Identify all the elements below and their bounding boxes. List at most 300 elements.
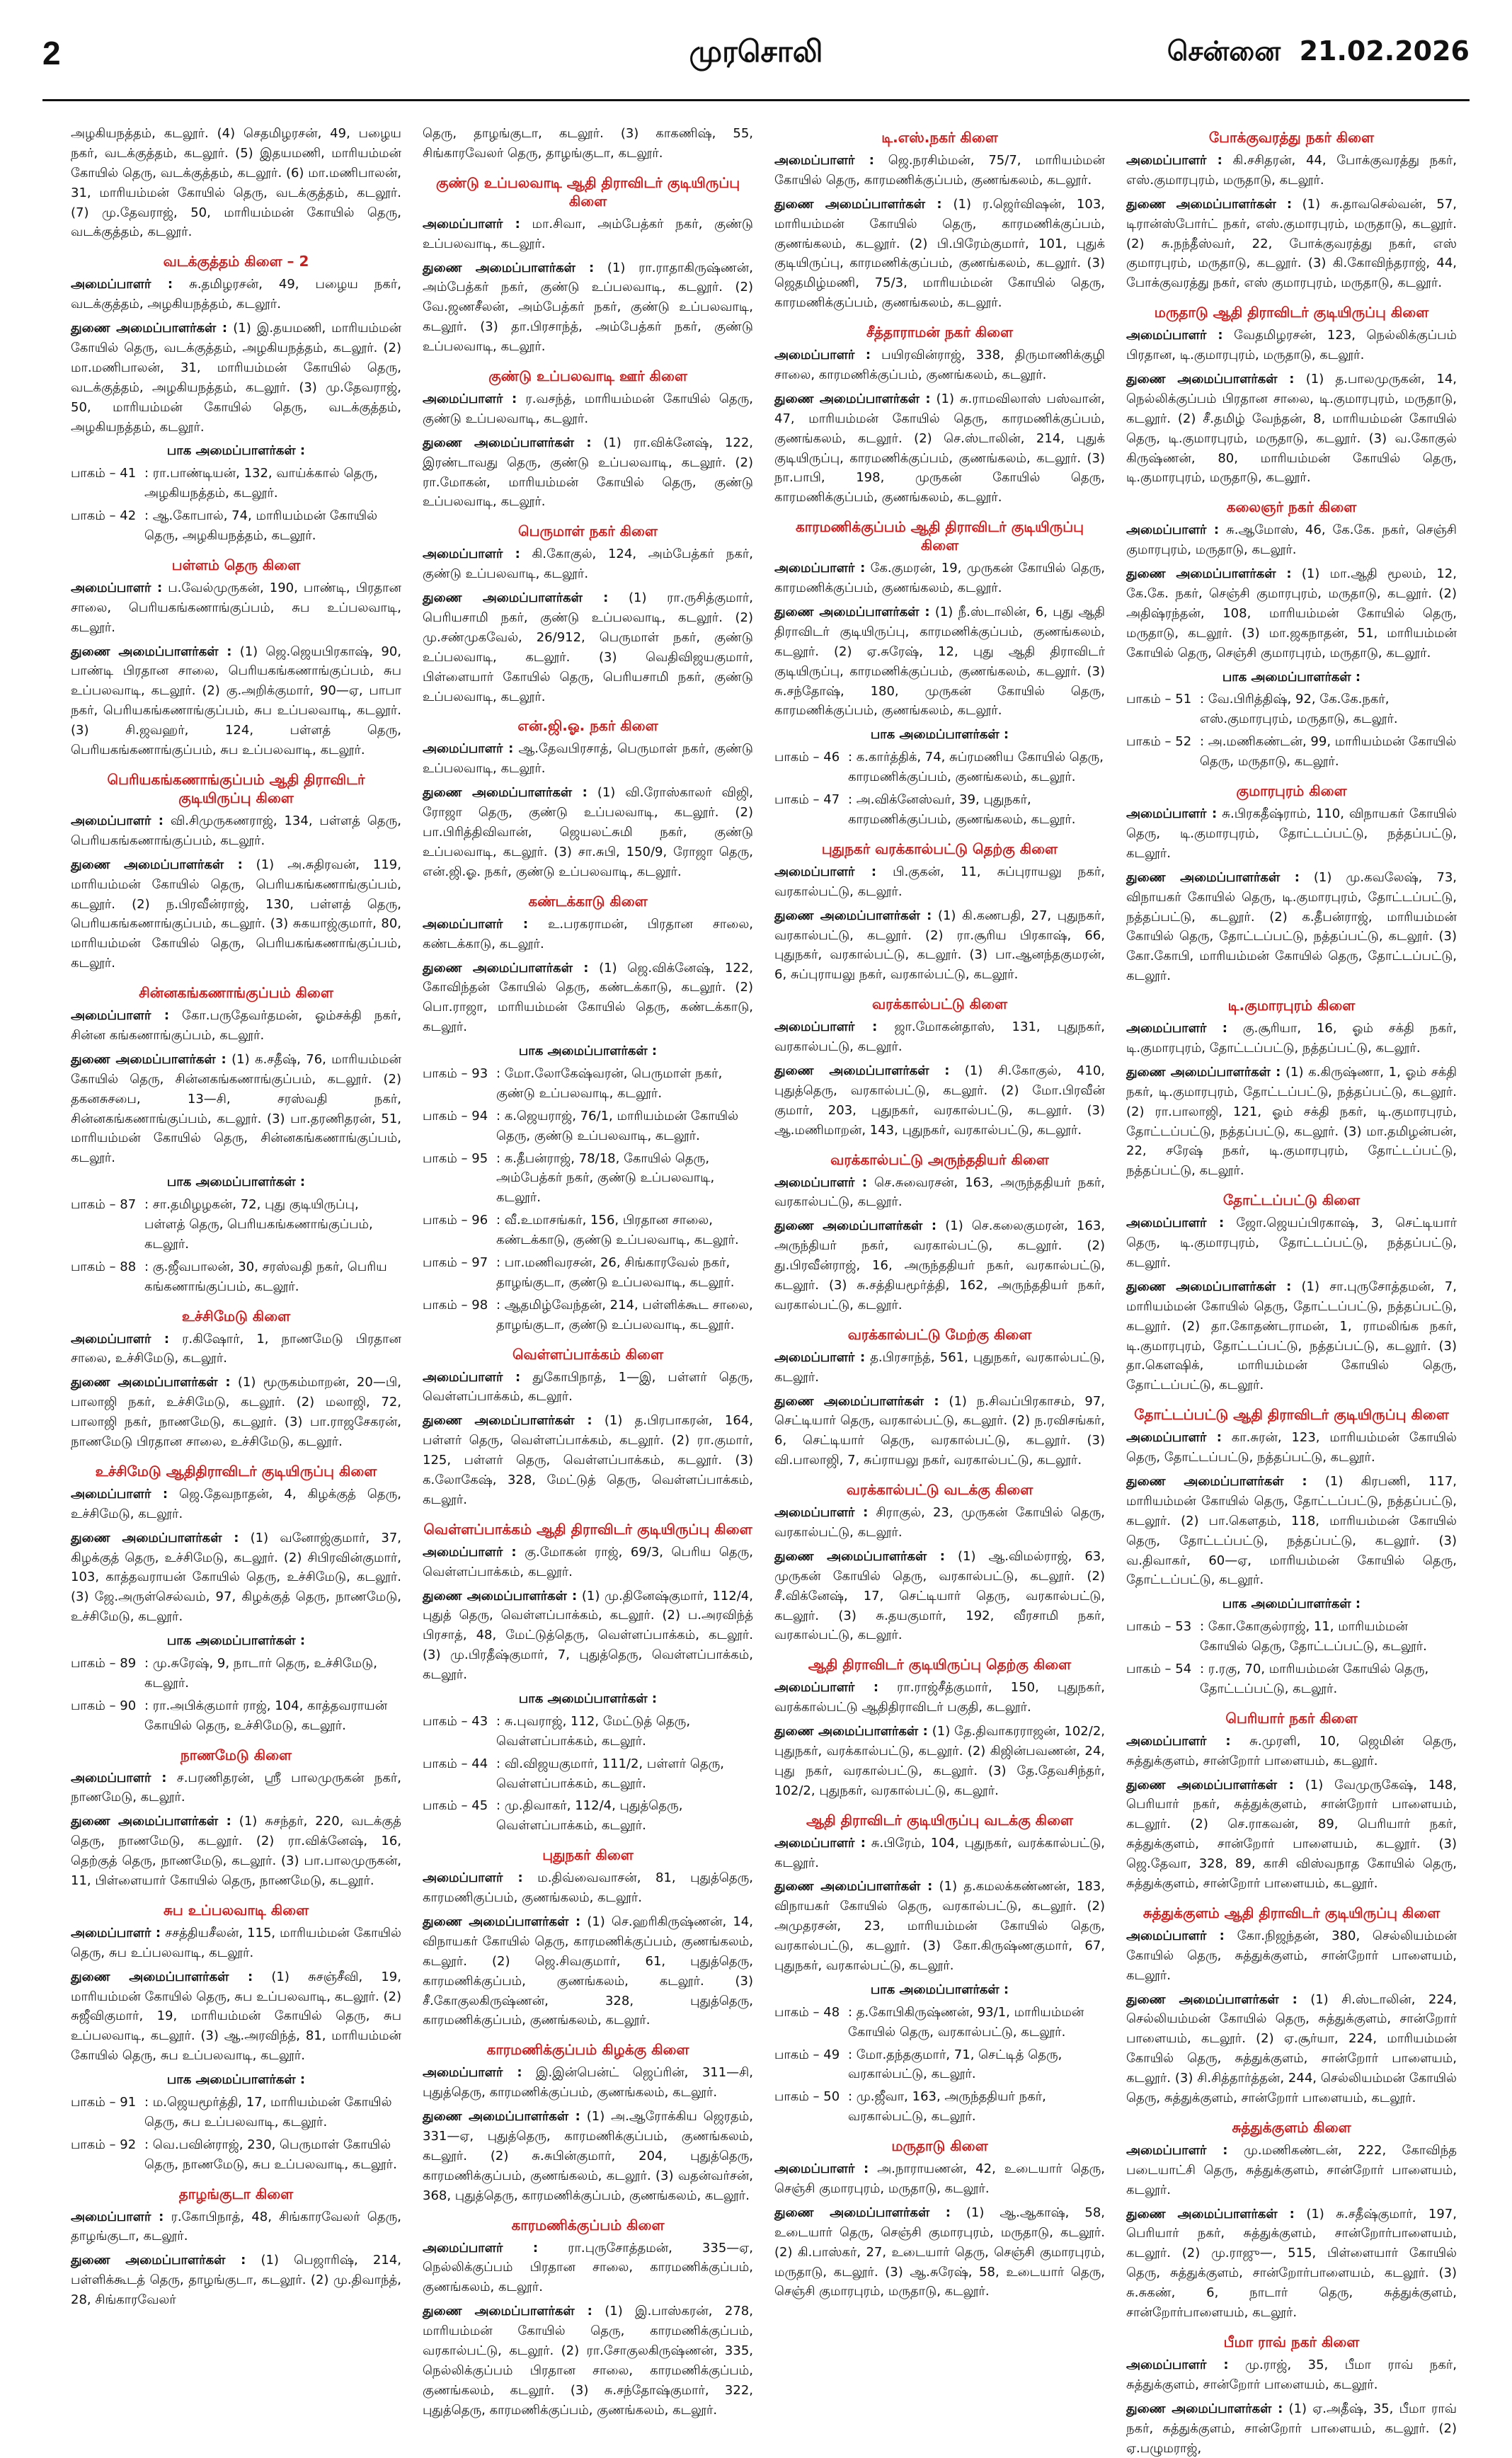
branch-heading: புதுநகர் கிளை — [542, 1846, 634, 1864]
newspaper-title: முரசொலி — [689, 34, 823, 69]
secretary-text: சு.பிரேம், 104, புதுநகர், வரக்கால்பட்டு, கடலூர். — [774, 1835, 1105, 1870]
branch-heading: தோட்டப்பட்டு கிளை — [1222, 1191, 1361, 1209]
secretary-text: ச.பரணிதரன், ஸ்ரீ பாலமுருகன் நகர், நாணமேடு, கடலூர். — [71, 1770, 401, 1805]
secretary-entry — [71, 1485, 401, 1524]
booth-row — [1126, 1659, 1457, 1699]
branch-heading: காரமணிக்குப்பம் கிளை — [511, 2216, 665, 2234]
secretary-entry — [774, 1348, 1105, 1388]
deputy-label: துணை அமைப்பாளர்கள் : — [1126, 869, 1300, 885]
branch-section — [1126, 498, 1457, 772]
deputy-label: துணை அமைப்பாளர்கள் : — [774, 1548, 945, 1564]
secretary-text: ரா.புருசோத்தமன், 335—ஏ, நெல்லிக்குப்பம் பிரதான சாலை, காரமணிக்குப்பம், குணங்கலம், கடலூர். — [423, 2240, 753, 2295]
secretary-text: கி.கோகுல், 124, அம்பேத்கர் நகர், குண்டு உப்பலவாடி, கடலூர். — [423, 547, 753, 582]
deputy-text: (1) சா.புருசோத்தமன், 7, மாரியம்மன் கோயில் தெரு, தோட்டப்பட்டு, நத்தப்பட்டு, கடலூர். (2) தா.கோதண்டராமன், 1, ராமலிங்க நகர், டி.குமாரபுரம், தோட்டப்பட்டு, நத்தப்பட்டு, கடலூர். (3) தா.கௌஷிக், மாரியம்மன் கோயில் தெரு, தோட்டப்பட்டு, கடலூர். — [1126, 1279, 1457, 1393]
deputy-label: துணை அமைப்பாளர்கள் : — [774, 1724, 928, 1739]
secretary-entry — [1126, 151, 1457, 190]
deputy-label: துணை அமைப்பாளர்கள் : — [423, 590, 609, 606]
secretary-label: அமைப்பாளர் : — [1126, 1021, 1227, 1036]
deputy-label: துணை அமைப்பாளர்கள் : — [774, 2205, 951, 2220]
deputy-text: (1) ஜெ.ஜெயபிரகாஷ், 90, பாண்டி பிரதான சாலை, பெரியகங்கணாங்குப்பம், சுப உப்பலவாடி, கடலூர். (2) கு.அறிக்குமார், 90—ஏ, பாபா நகர், பெரியகங்கணாங்குப்பம், சுப உப்பலவாடி, கடலூர். (3) சி.ஜவஹர், 124, பள்ளத் தெரு, பெரியகங்கணாங்குப்பம், சுப உப்பலவாடி, கடலூர். — [71, 644, 401, 758]
branch-heading: வடக்குத்தம் கிளை – 2 — [163, 253, 309, 270]
booth-row — [774, 2045, 1105, 2085]
branch-heading: ஆதி திராவிடர் குடியிருப்பு வடக்கு கிளை — [806, 1811, 1074, 1829]
booth-text: : ஆதமிழ்வேந்தன், 214, பள்ளிக்கூட சாலை, தாழங்குடா, குண்டு உப்பலவாடி, கடலூர். — [496, 1297, 753, 1332]
branch-heading: சுத்துக்குளம் ஆதி திராவிடர் குடியிருப்பு கிளை — [1142, 1904, 1441, 1921]
deputy-entry — [71, 1967, 401, 2066]
deputy-text: (1) வேமுருகேஷ், 148, பெரியார் நகர், சுத்துக்குளம், சான்றோர் பாளையம், கடலூர். (2) செ.ராகவன், 89, பெரியார் நகர், சுத்துக்குளம், சான்றோர் பாளையம், கடலூர். (3) ஜெ.தேவா, 328, 89, காசி விஸ்வநாத கோயில் தெரு, சுத்துக்குளம், சான்றோர் பாளையம், கடலூர். — [1126, 1777, 1457, 1892]
deputy-text: (1) ஜெ.விக்னேஷ், 122, கோவிந்தன் கோயில் தெரு, கண்டக்காடு, கடலூர். (2) பொ.ராஜா, மாரியம்மன் கோயில் தெரு, கண்டக்காடு, கடலூர். — [423, 960, 753, 1035]
booth-text: : வி.விஜயகுமார், 111/2, பள்ளர் தெரு, வெள்ளப்பாக்கம், கடலூர். — [496, 1756, 724, 1791]
booth-text: : ஆ.கோபால், 74, மாரியம்மன் கோயில் தெரு, அழகியநத்தம், கடலூர். — [144, 508, 378, 544]
booth-title: பாக அமைப்பாளர்கள் : — [166, 443, 306, 459]
deputy-entry — [774, 389, 1105, 508]
secretary-text: ர.வசந்த், மாரியம்மன் கோயில் தெரு, குண்டு உப்பலவாடி, கடலூர். — [423, 391, 753, 426]
booth-title: பாக அமைப்பாளர்கள் : — [1222, 1596, 1361, 1612]
secretary-entry — [1126, 1428, 1457, 1468]
deputy-entry — [423, 2302, 753, 2420]
deputy-entry — [423, 588, 753, 707]
booth-text: : பா.மணிவரசன், 26, சிங்காரவேல் நகர், தாழங்குடா, குண்டு உப்பலவாடி, கடலூர். — [496, 1254, 735, 1290]
deputy-label: துணை அமைப்பாளர்கள் : — [71, 1814, 231, 1829]
secretary-entry — [1126, 326, 1457, 365]
booth-text: : மோ.தந்தகுமார், 71, செட்டித் தெரு, வரகால்பட்டு, கடலூர். — [848, 2047, 1063, 2082]
branch-heading: புதுநகர் வரக்கால்பட்டு தெற்கு கிளை — [821, 840, 1058, 857]
deputy-entry — [71, 319, 401, 437]
secretary-text: ஜா.மோகன்தாஸ், 131, புதுநகர், வரகால்பட்டு, கடலூர். — [774, 1019, 1105, 1055]
booth-text: : கோ.கோகுல்ராஜ், 11, மாரியம்மன் கோயில் தெரு, தோட்டப்பட்டு, கடலூர். — [1200, 1619, 1427, 1654]
booth-title: பாக அமைப்பாளர்கள் : — [166, 1633, 306, 1649]
booth-row — [774, 2003, 1105, 2042]
secretary-label: அமைப்பாளர் : — [774, 348, 871, 363]
branch-section — [1126, 128, 1457, 293]
secretary-label: அமைப்பாளர் : — [1126, 1216, 1225, 1231]
booth-row — [71, 1654, 401, 1693]
branch-section — [71, 252, 401, 546]
deputy-text: (1) சி.ஸ்டாலின், 224, செல்லியம்மன் கோயில் தெரு, சுத்துக்குளம், சான்றோர் பாளையம், கடலூர். (2) ஏ.சூர்யா, 224, மாரியம்மன் கோயில் தெரு, சுத்துக்குளம், சான்றோர் பாளையம், கடலூர். (3) சி.சித்தார்த்தன், 244, செல்லியம்மன் கோயில் தெரு, சுத்துக்குளம், சான்றோர் பாளையம், கடலூர். — [1126, 1991, 1457, 2106]
deputy-label: துணை அமைப்பாளர்கள் : — [774, 1393, 939, 1409]
branch-section — [71, 124, 401, 242]
deputy-entry — [1126, 868, 1457, 986]
branch-section — [774, 2137, 1105, 2302]
branch-heading: கண்டக்காடு கிளை — [528, 892, 648, 910]
branch-section — [1126, 996, 1457, 1181]
secretary-label: அமைப்பாளர் : — [774, 864, 877, 879]
branch-heading: ஆதி திராவிடர் குடியிருப்பு தெற்கு கிளை — [808, 1656, 1072, 1674]
branch-heading: சுத்துக்குளம் கிளை — [1232, 2118, 1351, 2136]
booth-row — [423, 1149, 753, 1208]
deputy-label: துணை அமைப்பாளர்கள் : — [71, 1051, 227, 1067]
deputy-entry — [774, 602, 1105, 721]
deputy-text: (1) செ.கலைகுமரன், 163, அருந்தியர் நகர், வரகால்பட்டு, கடலூர். (2) து.பிரவீன்ராஜ், 16, அருந்ததியர் நகர், வரகால்பட்டு, கடலூர். (3) சு.சத்தியமூர்த்தி, 162, அருந்ததியர் நகர், வரகால்பட்டு, கடலூர். — [774, 1218, 1105, 1313]
secretary-text: பி.குகன், 11, சுப்புராயலு நகர், வரகால்பட்டு, கடலூர். — [774, 864, 1105, 899]
secretary-text: சு.பிரகதீஷ்ராம், 110, விநாயகர் கோயில் தெரு, டி.குமாரபுரம், தோட்டப்பட்டு, நத்தப்பட்டு, கடலூர். — [1126, 806, 1457, 861]
branch-heading: சீத்தாராமன் நகர் கிளை — [866, 324, 1014, 341]
deputy-entry — [423, 258, 753, 357]
booth-number: பாகம் – 95 — [423, 1150, 488, 1166]
booth-row — [71, 506, 401, 546]
branch-section — [423, 173, 753, 357]
secretary-label: அமைப்பாளர் : — [71, 580, 163, 595]
secretary-entry — [71, 2207, 401, 2247]
deputy-label: துணை அமைப்பாளர்கள் : — [1126, 1279, 1292, 1294]
deputy-text: (1) கி.கணபதி, 27, புதுநகர், வரகால்பட்டு, கடலூர். (2) ரா.சூரிய பிரகாஷ், 66, புதுநகர், வரகால்பட்டு, கடலூர். (3) பா.ஆனந்தகுமரன், 6, சுப்புராயலு நகர், வரகால்பட்டு, கடலூர். — [774, 908, 1105, 983]
branch-section — [423, 716, 753, 881]
deputy-entry — [71, 1812, 401, 1891]
branch-heading: தோட்டப்பட்டு ஆதி திராவிடர் குடியிருப்பு கிளை — [1134, 1406, 1449, 1424]
branch-section — [1126, 782, 1457, 986]
booth-number: பாகம் – 93 — [423, 1065, 488, 1081]
deputy-text: (1) ரா.ராதாகிருஷ்ணன், அம்பேத்கர் நகர், குண்டு உப்பலவாடி, கடலூர். (2) வே.ஜணசீலன், அம்பேத்கர் நகர், குண்டு உப்பலவாடி, கடலூர். (3) தா.பிரசாந்த், அம்பேத்கர் நகர், குண்டு உப்பலவாடி, கடலூர். — [423, 260, 753, 355]
deputy-text: (1) சு.தாவசெல்வன், 57, டிரான்ஸ்போர்ட் நகர், எஸ்.குமாரபுரம், மருதாடு, கடலூர். (2) சு.நந்தீஸ்வர், 22, போக்குவரத்து நகர், எஸ் குமாரபுரம், மருதாடு, கடலூர். (3) கி.கோவிந்தராஜ், 44, போக்குவரத்து நகர், எஸ் குமாரபுரம், மருதாடு, கடலூர். — [1126, 196, 1457, 291]
secretary-text: கோ.நிஜந்தன், 380, செல்லியம்மன் கோயில் தெரு, சுத்துக்குளம், சான்றோர் பாளையம், கடலூர். — [1126, 1928, 1457, 1983]
secretary-entry — [71, 1768, 401, 1808]
deputy-text: (1) பெஜாரிஷ், 214, பள்ளிக்கூடத் தெரு, தாழங்குடா, கடலூர். (2) மு.திவாந்த், 28, சிங்காரவேலர் — [71, 2253, 401, 2308]
secretary-entry — [1126, 804, 1457, 864]
branch-section — [423, 892, 753, 1335]
deputy-text: (1) த.பிரபாகரன், 164, பள்ளர் தெரு, வெள்ளப்பாக்கம், கடலூர். (2) ரா.குமார், 125, பள்ளர் தெரு, வெள்ளப்பாக்கம், கடலூர். (3) க.லோகேஷ், 328, மேட்டுத் தெரு, வெள்ளப்பாக்கம், கடலூர். — [423, 1413, 753, 1507]
secretary-entry — [1126, 1213, 1457, 1273]
deputy-text: (1) சுசஞ்சீவி, 19, மாரியம்மன் கோயில் தெரு, சுப உப்பலவாடி, கடலூர். (2) சுஜீவிகுமார், 19, மாரியம்மன் கோயில் தெரு, சுப உப்பலவாடி, கடலூர். (3) ஆ.அரவிந்த், 81, மாரியம்மன் கோயில் தெரு, சுப உப்பலவாடி, கடலூர். — [71, 1969, 401, 2064]
secretary-text: ம.திவ்வைவாசன், 81, புதுத்தெரு, காரமணிகுப்பம், குணங்கலம், கடலூர். — [423, 1870, 753, 1906]
branch-heading: குண்டு உப்பலவாடி ஆதி திராவிடர் குடியிருப்பு கிளை — [435, 173, 740, 210]
secretary-label: அமைப்பாளர் : — [1126, 1733, 1231, 1749]
secretary-text: சிராகுல், 23, முருகன் கோயில் தெரு, வரகால்பட்டு, கடலூர். — [774, 1505, 1105, 1540]
secretary-entry — [423, 544, 753, 584]
booth-row — [423, 1253, 753, 1293]
booth-number: பாகம் – 89 — [71, 1656, 137, 1671]
deputy-entry — [423, 433, 753, 513]
deputy-text: (1) நீ.ஸ்டாலின், 6, புது ஆதி திராவிடர் குடியிருப்பு, காரமணிக்குப்பம், குணங்கலம், கடலூர். (2) ஏ.சுரேஷ், 12, புது ஆதி திராவிடர் குடியிருப்பு, காரமணிக்குப்பம், குணங்கலம், கடலூர். (3) சு.சந்தோஷ், 180, முருகன் கோயில் தெரு, காரமணிக்குப்பம், குணங்கலம், கடலூர். — [774, 605, 1105, 719]
secretary-label: அமைப்பாளர் : — [774, 1019, 878, 1035]
deputy-text: (1) அ.சுதிரவன், 119, மாரியம்மன் கோயில் தெரு, பெரியகங்கணாங்குப்பம், கடலூர். (2) ந.பிரவீன்ராஜ், 130, பள்ளத் தெரு, பெரியகங்கணாங்குப்பம், கடலூர். (3) சுகயாஜ்குமார், 80, மாரியம்மன் கோயில் தெரு, பெரியகங்கணாங்குப்பம், கடலூர். — [71, 857, 401, 971]
branch-section — [423, 1345, 753, 1510]
branch-section — [423, 124, 753, 164]
booth-title: பாக அமைப்பாளர்கள் : — [166, 1174, 306, 1190]
branch-heading: சின்னகங்கணாங்குப்பம் கிளை — [139, 984, 333, 1002]
deputy-label: துணை அமைப்பாளர்கள் : — [774, 196, 942, 212]
deputy-text: (1) ந.சிவப்பிரகாசம், 97, செட்டியார் தெரு, வரகால்பட்டு, கடலூர். (2) ந.ரவிசங்கர், 6, செட்டியார் தெரு, வரகால்பட்டு, கடலூர். (3) வி.பாலாஜி, 7, சுப்ராயலு நகர், வரகால்பட்டு, கடலூர். — [774, 1393, 1105, 1468]
branch-section — [71, 1746, 401, 1891]
branch-heading: மருதாடு ஆதி திராவிடர் குடியிருப்பு கிளை — [1154, 304, 1429, 321]
deputy-entry — [774, 1061, 1105, 1141]
deputy-text: (1) ர.ஜெர்விஷன், 103, மாரியம்மன் கோயில் தெரு, காரமணிக்குப்பம், குணங்கலம், கடலூர். (2) பி.பிரேம்குமார், 101, புதுக் குடியிருப்பு, காரமணிக்குப்பம், குணங்கலம், கடலூர். (3) ஜெதமிழ்மணி, 75/3, மாரியம்மன் கோயில் தெரு, காரமணிக்குப்பம், குணங்கலம், கடலூர். — [774, 196, 1105, 311]
deputy-text: (1) க.சதீஷ், 76, மாரியம்மன் கோயில் தெரு, சின்னகங்கணாங்குப்பம், கடலூர். (2) தகனசுசபை, 13—சி, சரஸ்வதி நகர், சின்னகங்கணாங்குப்பம், கடலூர். (3) பா.தரணிதரன், 51, மாரியம்மன் கோயில் தெரு, சின்னகங்கணாங்குப்பம், கடலூர். — [71, 1051, 401, 1166]
branch-section — [774, 1480, 1105, 1645]
secretary-text: சு.முரளி, 10, ஜெமின் தெரு, சுத்துக்குளம், சான்றோர் பாளையம், கடலூர். — [1126, 1733, 1457, 1768]
secretary-entry — [71, 1006, 401, 1046]
deputy-text: (1) ஏ.அதீஷ், 35, பீமா ராவ் நகர், சுத்துக்குளம், சான்றோர் பாளையம், கடலூர். (2) ஏ.பழுமராஜ், — [1126, 2401, 1457, 2456]
deputy-label: துணை அமைப்பாளர்கள் : — [1126, 1777, 1294, 1793]
secretary-entry — [774, 862, 1105, 902]
deputy-label: துணை அமைப்பாளர்கள் : — [1126, 196, 1293, 212]
branch-heading: வரக்கால்பட்டு வடக்கு கிளை — [846, 1481, 1033, 1499]
branch-section — [423, 367, 753, 512]
secretary-entry — [774, 1834, 1105, 1873]
booth-text: : ம.ஜெயமூர்த்தி, 17, மாரியம்மன் கோயில் தெரு, சுப உப்பலவாடி, கடலூர். — [144, 2095, 392, 2130]
deputy-label: துணை அமைப்பாளர்கள் : — [423, 260, 595, 275]
secretary-entry — [71, 578, 401, 638]
deputy-entry — [774, 1877, 1105, 1975]
secretary-text: ரா.ராஜ்சீத்குமார், 150, புதுநகர், வரக்கால்பட்டு ஆதிதிராவிடர் பகுதி, கடலூர். — [774, 1680, 1105, 1715]
secretary-label: அமைப்பாளர் : — [1126, 522, 1220, 538]
secretary-entry — [1126, 1732, 1457, 1771]
booth-number: பாகம் – 94 — [423, 1108, 488, 1124]
branch-heading: டி.குமாரபுரம் கிளை — [1227, 997, 1356, 1014]
secretary-label: அமைப்பாளர் : — [1126, 1928, 1225, 1943]
secretary-entry — [71, 1330, 401, 1369]
deputy-entry — [1126, 1063, 1457, 1181]
branch-heading: வரக்கால்பட்டு கிளை — [871, 995, 1008, 1013]
secretary-label: அமைப்பாளர் : — [774, 1680, 879, 1696]
deputy-entry — [774, 2203, 1105, 2302]
secretary-label: அமைப்பாளர் : — [423, 391, 517, 407]
secretary-text: கு.மோகன் ராஜ், 69/3, பெரிய தெரு, வெள்ளப்பாக்கம், கடலூர். — [423, 1544, 753, 1579]
branch-section — [71, 1307, 401, 1452]
booth-number: பாகம் – 43 — [423, 1713, 488, 1729]
branch-section — [423, 1846, 753, 2030]
deputy-entry — [774, 1547, 1105, 1645]
booth-row — [774, 2087, 1105, 2127]
branch-heading: வெள்ளப்பாக்கம் ஆதி திராவிடர் குடியிருப்பு கிளை — [423, 1520, 752, 1538]
secretary-entry — [423, 389, 753, 429]
deputy-entry — [71, 1050, 401, 1168]
deputy-text: (1) மு.கவலேஷ், 73, விநாயகர் கோயில் தெரு, டி.குமாரபுரம், தோட்டப்பட்டு, நத்தப்பட்டு, கடலூர். (2) க.தீபன்ராஜ், மாரியம்மன் கோயில் தெரு, தோட்டப்பட்டு, நத்தப்பட்டு, கடலூர். (3) கோ.கோபி, மாரியம்மன் கோயில் தெரு, தோட்டப்பட்டு, கடலூர். — [1126, 869, 1457, 984]
booth-number: பாகம் – 52 — [1126, 734, 1192, 750]
branch-section — [774, 323, 1105, 508]
secretary-text: சசத்தியசீலன், 115, மாரியம்மன் கோயில் தெரு, சுப உப்பலவாடி, கடலூர். — [71, 1925, 401, 1960]
booth-number: பாகம் – 97 — [423, 1254, 488, 1270]
booth-text: : சு.புவராஜ், 112, மேட்டுத் தெரு, வெள்ளப்பாக்கம், கடலூர். — [496, 1713, 691, 1749]
deputy-label: துணை அமைப்பாளர்கள் : — [71, 1375, 231, 1390]
booth-row — [774, 790, 1105, 830]
booth-number: பாகம் – 92 — [71, 2137, 137, 2152]
branch-section — [774, 1811, 1105, 2127]
booth-number: பாகம் – 91 — [71, 2095, 137, 2110]
booth-text: : வே.பிரித்திஷ், 92, கே.கே.நகர், எஸ்.குமாரபுரம், மருதாடு, கடலூர். — [1200, 692, 1398, 727]
deputy-label: துணை அமைப்பாளர்கள் : — [1126, 2206, 1295, 2222]
deputy-entry — [1126, 1990, 1457, 2108]
branch-heading: பீமா ராவ் நகர் கிளை — [1223, 2333, 1360, 2350]
deputy-text: (1) த.பாலமுருகன், 14, நெல்லிக்குப்பம் பிரதான சாலை, டி.குமாரபுரம், மருதாடு, கடலூர். (2) சீ.தமிழ் வேந்தன், 8, மாரியம்மன் கோயில் தெரு, டி.குமாரபுரம், மருதாடு, கடலூர். (3) வ.கோகுல் கிருஷ்ணன், 80, மாரியம்மன் கோயில் தெரு, டி.குமாரபுரம், மருதாடு, கடலூர். — [1126, 372, 1457, 486]
deputy-text: (1) சு.சதீஷ்குமார், 197, பெரியார் நகர், சுத்துக்குளம், சான்றோர்பாளையம், கடலூர். (2) மு.ராஜு—, 515, பிள்ளையார் கோயில் தெரு, சுத்துக்குளம், சான்றோர்பாளையம், கடலூர். (3) சு.சுகண், 6, நாடார் தெரு, சுத்துக்குளம், சான்றோர்பாளையம், கடலூர். — [1126, 2206, 1457, 2321]
deputy-entry — [423, 783, 753, 881]
secretary-entry — [423, 1368, 753, 1407]
booth-title: பாக அமைப்பாளர்கள் : — [166, 2072, 306, 2088]
secretary-entry — [423, 1868, 753, 1908]
secretary-entry — [1126, 520, 1457, 560]
booth-text: : மோ.லோகேஷ்வரன், பெருமாள் நகர், குண்டு உப்பலவாடி, கடலூர். — [496, 1065, 723, 1101]
deputy-label: துணை அமைப்பாளர்கள் : — [71, 1530, 239, 1545]
deputy-entry — [71, 1373, 401, 1452]
secretary-label: அமைப்பாளர் : — [71, 1008, 170, 1024]
secretary-entry — [423, 915, 753, 954]
secretary-label: அமைப்பாளர் : — [71, 2209, 164, 2224]
booth-text: : க.கார்த்திக், 74, சுப்ரமணிய கோயில் தெரு, காரமணிக்குப்பம், குணங்கலம், கடலூர். — [848, 750, 1104, 785]
deputy-text: (1) அ.ஆரோக்கிய ஜெரதம், 331—ஏ, புதுத்தெரு, காரமணிக்குப்பம், குணங்கலம், கடலூர். (2) சு.சுபின்குமார், 204, புதுத்தெரு, காரமணிக்குப்பம், குணங்கலம், கடலூர். (3) வதன்வர்சன், 368, புதுத்தெரு, காரமணிக்குப்பம், குணங்கலம், கடலூர். — [423, 2109, 753, 2203]
secretary-label: அமைப்பாளர் : — [423, 547, 520, 562]
booth-number: பாகம் – 41 — [71, 466, 137, 481]
booth-row — [71, 1257, 401, 1297]
secretary-entry — [774, 2159, 1105, 2199]
dateline — [1167, 35, 1470, 71]
deputy-text: (1) இ.தயமணி, மாரியம்மன் கோயில் தெரு, வடக்குத்தம், அழகியநத்தம், கடலூர். (2) மா.மணிபாலன், 31, மாரியம்மன் கோயில் தெரு, வடக்குத்தம், அழகியநத்தம், கடலூர். (3) மு.தேவராஜ், 50, மாரியம்மன் கோயில் தெரு, வடக்குத்தம், அழகியநத்தம், கடலூர். — [71, 321, 401, 435]
booth-number: பாகம் – 87 — [71, 1197, 137, 1213]
secretary-text: சு.தமிழரசன், 49, பழைய நகர், வடக்குத்தம், அழகியநத்தம், கடலூர். — [71, 277, 401, 312]
deputy-entry — [1126, 1776, 1457, 1894]
branch-section — [1126, 1904, 1457, 2108]
deputy-label: துணை அமைப்பாளர்கள் : — [423, 785, 588, 801]
secretary-text: கே.குமரன், 19, முருகன் கோயில் தெரு, காரமணிக்குப்பம், குணங்கலம், கடலூர். — [774, 561, 1106, 596]
booth-row — [1126, 1617, 1457, 1657]
branch-section — [1126, 1709, 1457, 1894]
branch-section — [71, 556, 401, 760]
deputy-label: துணை அமைப்பாளர்கள் : — [423, 2109, 580, 2125]
booth-number: பாகம் – 42 — [71, 508, 137, 524]
secretary-label: அமைப்பாளர் : — [423, 2065, 522, 2081]
secretary-entry — [423, 739, 753, 779]
column-4 — [1126, 124, 1457, 2456]
deputy-entry — [1126, 1277, 1457, 1395]
deputy-text: (1) ஆ.ஆகாஷ், 58, உடையார் தெரு, செஞ்சி குமாரபுரம், மருதாடு, கடலூர். (2) கி.பாஸ்கர், 27, உடையார் தெரு, செஞ்சி குமாரபுரம், மருதாடு, கடலூர். (3) ஆ.சுரேஷ், 58, உடையார் தெரு, செஞ்சி குமாரபுரம், மருதாடு, கடலூர். — [774, 2205, 1105, 2299]
branch-section — [1126, 2333, 1457, 2458]
secretary-entry — [774, 151, 1105, 190]
deputy-label: துணை அமைப்பாளர்கள் : — [1126, 2401, 1283, 2416]
secretary-label: அமைப்பாளர் : — [1126, 2357, 1229, 2372]
booth-row — [71, 1195, 401, 1254]
booth-row — [423, 1754, 753, 1794]
deputy-text: (1) மு.தினேஷ்குமார், 112/4, புதுத் தெரு, வெள்ளப்பாக்கம், கடலூர். (2) ப.அரவிந்த் பிரசாத், 48, மேட்டுத்தெரு, வெள்ளப்பாக்கம், கடலூர். (3) மு.பிரதீஷ்குமார், 7, புதுத்தெரு, வெள்ளப்பாக்கம், கடலூர். — [423, 1588, 753, 1683]
deputy-entry — [1126, 2399, 1457, 2458]
booth-title: பாக அமைப்பாளர்கள் : — [870, 727, 1009, 743]
secretary-label: அமைப்பாளர் : — [71, 1925, 161, 1940]
branch-heading: பள்ளம் தெரு கிளை — [171, 556, 301, 573]
deputy-text: (1) ரா.விக்னேஷ், 122, இரண்டாவது தெரு, குண்டு உப்பலவாடி, கடலூர். (2) ரா.மோகன், மாரியம்மன் கோயில் தெரு, குண்டு உப்பலவாடி, கடலூர். — [423, 435, 753, 510]
branch-section — [1126, 2118, 1457, 2323]
secretary-text: மு.மணிகண்டன், 222, கோவிந்த படையாட்சி தெரு, சுத்துக்குளம், சான்றோர் பாளையம், கடலூர். — [1126, 2142, 1457, 2197]
secretary-text: வேதமிழரசன், 123, நெல்லிக்குப்பம் பிரதான, டி.குமாரபுரம், மருதாடு, கடலூர். — [1126, 328, 1457, 363]
branch-section — [774, 518, 1105, 830]
secretary-entry — [71, 275, 401, 314]
secretary-label: அமைப்பாளர் : — [1126, 328, 1223, 343]
booth-row — [71, 2093, 401, 2132]
booth-row — [71, 2135, 401, 2175]
branch-heading: வரக்கால்பட்டு மேற்கு கிளை — [847, 1325, 1032, 1343]
branch-heading: உச்சிமேடு ஆதிதிராவிடர் குடியிருப்பு கிளை — [95, 1462, 377, 1480]
booth-number: பாகம் – 90 — [71, 1698, 137, 1713]
secretary-label: அமைப்பாளர் : — [71, 1486, 168, 1502]
branch-heading: வரக்கால்பட்டு அருந்ததியர் கிளை — [830, 1150, 1049, 1168]
branch-heading: பெரியகங்கணாங்குப்பம் ஆதி திராவிடர் குடியிருப்பு கிளை — [107, 770, 365, 806]
deputy-label: துணை அமைப்பாளர்கள் : — [1126, 1473, 1307, 1489]
booth-text: : ர.ரகு, 70, மாரியம்மன் கோயில் தெரு, தோட்டப்பட்டு, கடலூர். — [1200, 1662, 1429, 1696]
branch-section — [774, 1325, 1105, 1470]
branch-section — [423, 1520, 753, 1836]
branch-section — [71, 2185, 401, 2310]
branch-heading: என்.ஜி.ஓ. நகர் கிளை — [517, 717, 658, 735]
secretary-text: அ.நாராயணன், 42, உடையார் தெரு, செஞ்சி குமாரபுரம், மருதாடு, கடலூர். — [774, 2161, 1105, 2197]
deputy-entry — [774, 1216, 1105, 1315]
deputy-entry — [1126, 195, 1457, 293]
secretary-entry — [1126, 1926, 1457, 1986]
deputy-entry — [71, 855, 401, 973]
deputy-text: (1) த.கமலக்கண்ணன், 183, விநாயகர் கோயில் தெரு, வரகால்பட்டு, கடலூர். (2) அமுதரசன், 23, மாரியம்மன் கோயில் தெரு, வரகால்பட்டு, கடலூர். (3) கோ.கிருஷ்ணகுமார், 67, புதுநகர், வரகால்பட்டு, கடலூர். — [774, 1879, 1105, 1974]
booth-text: : த.கோபிகிருஷ்ணன், 93/1, மாரியம்மன் கோயில் தெரு, வரகால்பட்டு, கடலூர். — [848, 2004, 1084, 2040]
secretary-entry — [1126, 2141, 1457, 2200]
deputy-entry — [71, 1528, 401, 1627]
branch-section — [71, 1462, 401, 1736]
branch-section — [71, 983, 401, 1296]
deputy-label: துணை அமைப்பாளர்கள் : — [1126, 566, 1292, 582]
branch-section — [774, 995, 1105, 1140]
booth-row — [423, 1064, 753, 1104]
continued-text: தெரு, தாழங்குடா, கடலூர். (3) காகணிஷ், 55, சிங்காரவேலர் தெரு, தாழங்குடா, கடலூர். — [423, 126, 753, 161]
column-3 — [774, 124, 1105, 2311]
deputy-text: (1) ஆ.விமல்ராஜ், 63, முருகன் கோயில் தெரு, வரகால்பட்டு, கடலூர். (2) சீ.விக்னேஷ், 17, செட்டியார் தெரு, வரகால்பட்டு, கடலூர். (3) சு.தயகுமார், 192, வீரசாமி நகர், வரகால்பட்டு, கடலூர். — [774, 1548, 1105, 1643]
secretary-label: அமைப்பாளர் : — [774, 561, 866, 576]
booth-row — [1126, 732, 1457, 772]
deputy-label: துணை அமைப்பாளர்கள் : — [71, 2253, 246, 2268]
booth-title: பாக அமைப்பாளர்கள் : — [870, 1982, 1009, 1997]
booth-text: : சா.தமிழழகன், 72, புது குடியிருப்பு, பள்ளத் தெரு, பெரியகங்கணாங்குப்பம், கடலூர். — [144, 1197, 373, 1252]
branch-heading: பெருமாள் நகர் கிளை — [518, 522, 658, 540]
secretary-text: கி.சசிதரன், 44, போக்குவரத்து நகர், எஸ்.குமாரபுரம், மருதாடு, கடலூர். — [1126, 153, 1457, 188]
branch-heading: குண்டு உப்பலவாடி ஊர் கிளை — [488, 367, 687, 385]
branch-heading: வெள்ளப்பாக்கம் கிளை — [512, 1345, 664, 1363]
secretary-label: அமைப்பாளர் : — [423, 1870, 523, 1886]
deputy-label: துணை அமைப்பாளர்கள் : — [423, 1413, 592, 1429]
branch-section — [1126, 1405, 1457, 1699]
booth-row — [71, 1696, 401, 1736]
deputy-text: (1) செ.ஹரிகிருஷ்ணன், 14, விநாயகர் கோயில் தெரு, காரமணிக்குப்பம், குணங்கலம், கடலூர். (2) ஜெ.சிவகுமார், 61, புதுத்தெரு, காரமணிக்குப்பம், குணங்கலம், கடலூர். (3) சீ.கோகுலகிருஷ்ணன், 328, புதுத்தெரு, காரமணிக்குப்பம், குணங்கலம், கடலூர். — [423, 1914, 753, 2028]
branch-heading: நாணமேடு கிளை — [180, 1746, 292, 1764]
deputy-text: (1) கிரபணி, 117, மாரியம்மன் கோயில் தெரு, தோட்டப்பட்டு, நத்தப்பட்டு, கடலூர். (2) பா.கௌதம், 118, மாரியம்மன் கோயில் தெரு, தோட்டப்பட்டு, நத்தப்பட்டு, கடலூர். (3) வ.திவாகர், 60—ஏ, மாரியம்மன் கோயில் தெரு, தோட்டப்பட்டு, கடலூர். — [1126, 1473, 1457, 1588]
booth-number: பாகம் – 88 — [71, 1259, 137, 1274]
secretary-label: அமைப்பாளர் : — [423, 916, 529, 932]
booth-row — [774, 748, 1105, 787]
secretary-entry — [774, 1173, 1105, 1213]
dateline-city: சென்னை — [1167, 35, 1281, 67]
header-rule — [42, 99, 1470, 101]
deputy-label: துணை அமைப்பாளர்கள் : — [71, 857, 243, 872]
deputy-entry — [71, 2251, 401, 2310]
booth-number: பாகம் – 44 — [423, 1756, 488, 1771]
booth-text: : க.ஜெயராஜ், 76/1, மாரியம்மன் கோயில் தெரு, குண்டு உப்பலவாடி, கடலூர். — [496, 1108, 739, 1143]
deputy-entry — [774, 1392, 1105, 1471]
deputy-label: துணை அமைப்பாளர்கள் : — [71, 1969, 253, 1984]
booth-title: பாக அமைப்பாளர்கள் : — [1222, 669, 1361, 685]
secretary-text: ஜோ.ஜெயப்பிரகாஷ், 3, செட்டியார் தெரு, டி.குமாரபுரம், தோட்டப்பட்டு, நத்தப்பட்டு, கடலூர். — [1126, 1216, 1457, 1270]
secretary-entry — [774, 345, 1105, 385]
secretary-label: அமைப்பாளர் : — [71, 1331, 170, 1347]
secretary-label: அமைப்பாளர் : — [423, 1544, 517, 1560]
secretary-label: அமைப்பாளர் : — [774, 1505, 869, 1521]
secretary-label: அமைப்பாளர் : — [1126, 153, 1222, 168]
branch-heading: குமாரபுரம் கிளை — [1236, 782, 1347, 800]
branch-heading: மருதாடு கிளை — [891, 2137, 988, 2155]
secretary-entry — [423, 2063, 753, 2103]
booth-text: : க.தீபன்ராஜ், 78/18, கோயில் தெரு, அம்பேத்கர் நகர், குண்டு உப்பலவாடி, கடலூர். — [496, 1150, 715, 1206]
branch-heading: போக்குவரத்து நகர் கிளை — [1208, 129, 1375, 146]
secretary-entry — [423, 215, 753, 254]
booth-text: : மு.ஜீவா, 163, அருந்ததியர் நகர், வரகால்பட்டு, கடலூர். — [848, 2089, 1046, 2125]
secretary-label: அமைப்பாளர் : — [423, 216, 520, 231]
booth-number: பாகம் – 53 — [1126, 1619, 1192, 1635]
secretary-entry — [774, 1017, 1105, 1057]
deputy-entry — [1126, 2205, 1457, 2323]
branch-section — [1126, 303, 1457, 488]
booth-text: : வெ.பவின்ராஜ், 230, பெருமாள் கோயில் தெரு, நாணமேடு, சுப உப்பலவாடி, கடலூர். — [144, 2137, 397, 2172]
secretary-entry — [774, 1678, 1105, 1717]
